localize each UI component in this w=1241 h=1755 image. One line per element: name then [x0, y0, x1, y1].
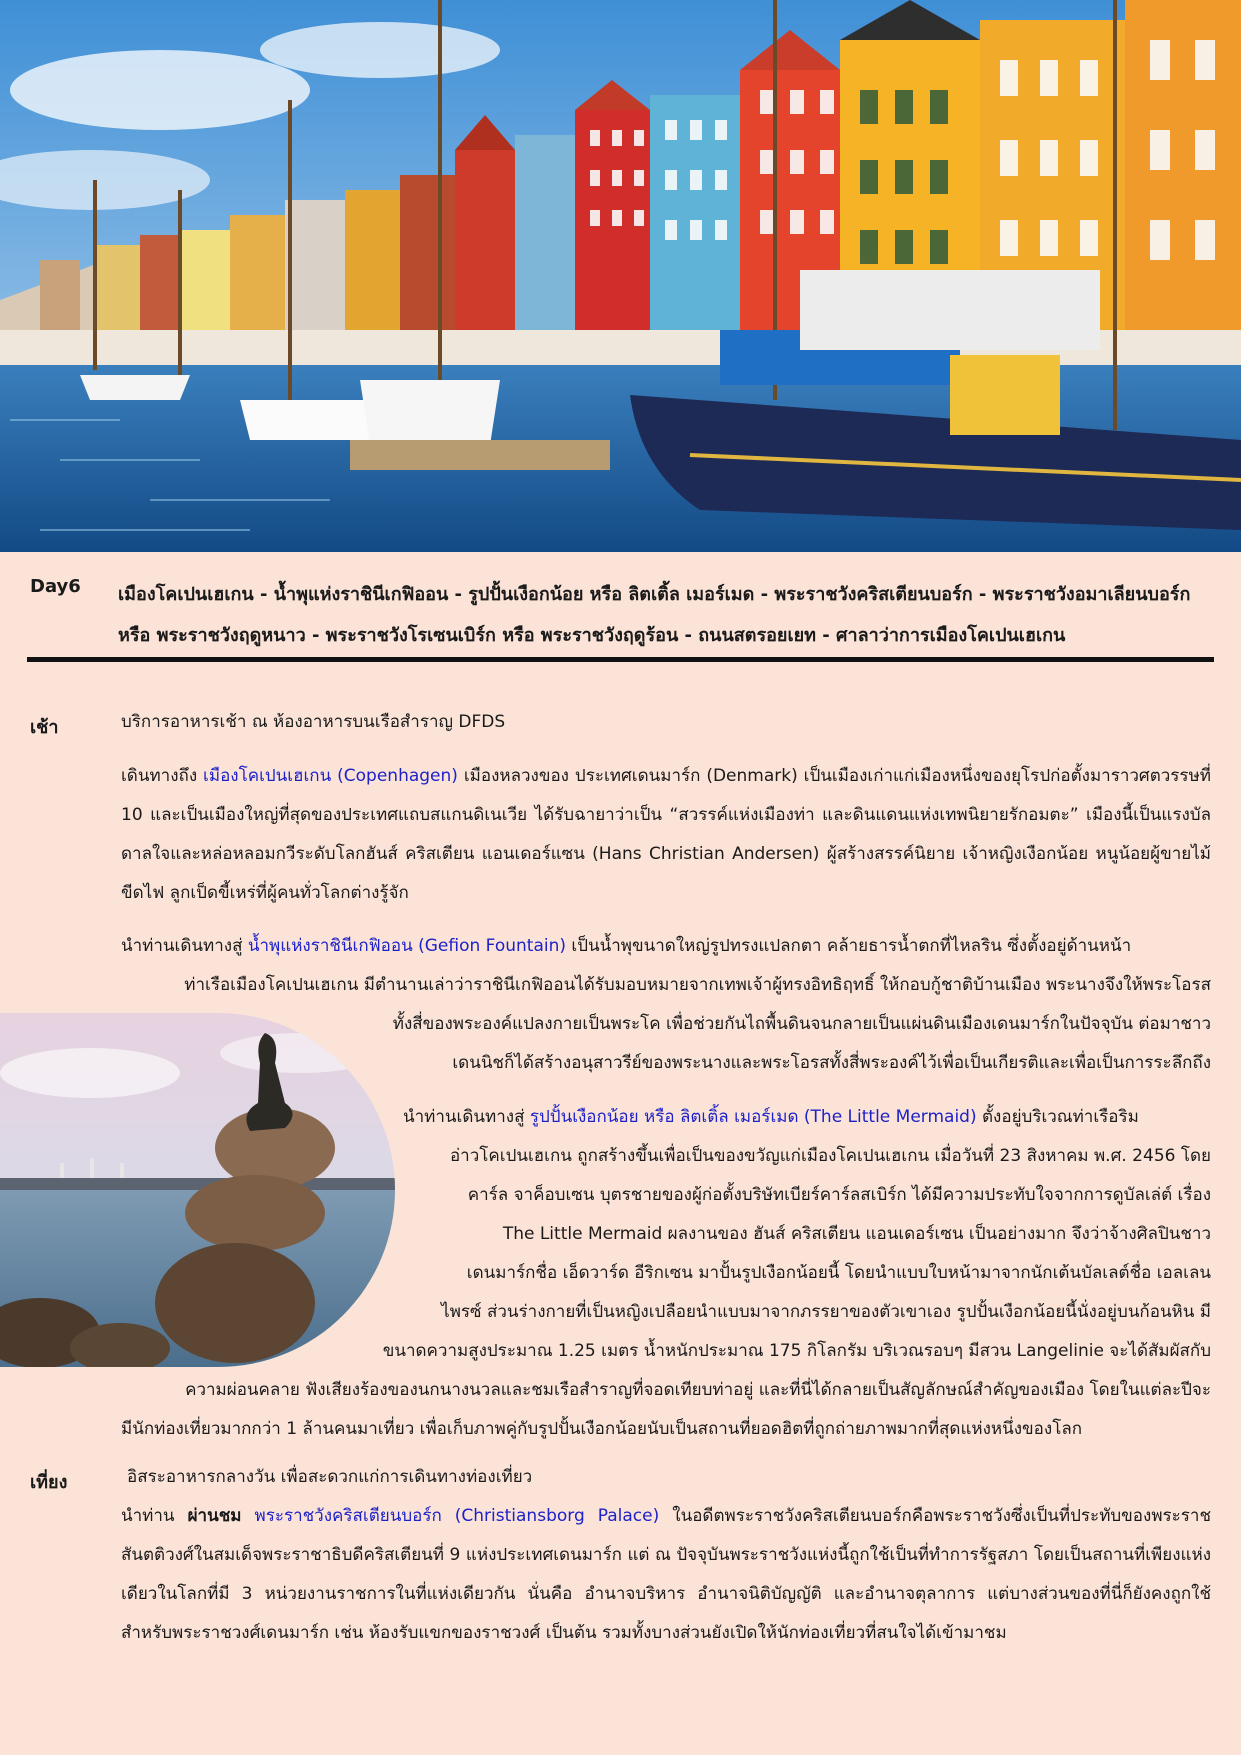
- spacer: [241, 1506, 254, 1526]
- gefion-line-4: เดนนิชก็ได้สร้างอนุสาวรีย์ของพระนางและพระโอรสทั้งสี่พระองค์ไว้เพื่อเป็นเกียรติและเพื่อเป็นการระลึกถึง: [452, 1053, 1211, 1073]
- paragraph-christiansborg: [121, 1497, 1211, 1653]
- gefion-line-1: [121, 927, 1211, 966]
- mermaid-line-3: คาร์ล จาค็อบเซน บุตรชายของผู้ก่อตั้งบริษัทเบียร์คาร์ลสเบิร์ก ได้มีความประทับใจจากการดูบัลเล่ต์ เรื่อง: [467, 1185, 1211, 1205]
- breakfast-text: บริการอาหารเช้า ณ ห้องอาหารบนเรือสำราญ DFDS: [121, 712, 506, 732]
- mermaid-line-8: ความผ่อนคลาย ฟังเสียงร้องของนกนางนวลและชมเรือสำราญที่จอดเทียบท่าอยู่ และที่นี่ได้กลายเป็นสัญลักษณ์สำคัญของเมือง โดยในแต่ละปีจะ: [185, 1380, 1211, 1400]
- mermaid-line-7: ขนาดความสูงประมาณ 1.25 เมตร น้ำหนักประมาณ 175 กิโลกรัม บริเวณรอบๆ มีสวน Langelinie จะได้สัมผัสกับ: [382, 1341, 1211, 1361]
- highlight-gefion: น้ำพุแห่งราชินีเกฟิออน (Gefion Fountain): [247, 936, 567, 956]
- paragraph-prefix: นำท่านเดินทางสู่: [121, 936, 248, 956]
- mermaid-line-4: The Little Mermaid ผลงานของ ฮันส์ คริสเตียน แอนเดอร์เซน เป็นอย่างมาก จึงว่าจ้างศิลปินชาว: [502, 1224, 1211, 1244]
- lunch-text: อิสระอาหารกลางวัน เพื่อสะดวกแก่การเดินทางท่องเที่ยว: [127, 1467, 533, 1487]
- paragraph-body: ในอดีตพระราชวังคริสเตียนบอร์กคือพระราชวังซึ่งเป็นที่ประทับของพระราชสันตติวงศ์ในสมเด็จพระราชาธิบดีคริสเตียนที่ 9 แห่งประเทศเดนมาร์ก แต่ ณ ปัจจุบันพระราชวังแห่งนี้ถูกใช้เป็นที่ทำการรัฐสภา โดยเป็นสถานที่เพียงแห่งเดียวในโลกที่มี 3 หน่วยงานราชการในที่แห่งเดียวกัน นั่นคือ อำนาจบริหาร อำนาจนิติบัญญัติ และอำนาจตุลาการ แต่บางส่วนของที่นี่ก็ยังคงถูกใช้สำหรับพระราชวงศ์เดนมาร์ก เช่น ห้องรับแขกของราชวงศ์ เป็นต้น รวมทั้งบางส่วนยังเปิดให้นักท่องเที่ยวที่สนใจได้เข้ามาชม: [121, 1506, 1211, 1643]
- little-mermaid-photo: [0, 1013, 395, 1367]
- section-label-morning: เช้า: [30, 717, 59, 738]
- hero-photo-nyhavn: [0, 0, 1241, 552]
- highlight-little-mermaid: รูปปั้นเงือกน้อย หรือ ลิตเติ้ล เมอร์เมด (The Little Mermaid): [529, 1107, 977, 1127]
- mermaid-line-2: อ่าวโคเปนเฮเกน ถูกสร้างขึ้นเพื่อเป็นของขวัญแก่เมืองโคเปนเฮเกน เมื่อวันที่ 23 สิงหาคม พ.ศ. 2456 โดย: [449, 1146, 1211, 1166]
- mermaid-line-6: ไพรซ์ ส่วนร่างกายที่เป็นหญิงเปลือยนำแบบมาจากภรรยาของตัวเขาเอง รูปปั้นเงือกน้อยนี้นั่งอยู่บนก้อนหิน มี: [441, 1302, 1211, 1322]
- day-label: Day6: [30, 576, 81, 597]
- highlight-christiansborg: พระราชวังคริสเตียนบอร์ก (Christiansborg Palace): [254, 1506, 660, 1526]
- paragraph-copenhagen: [121, 757, 1211, 913]
- gefion-line-1-rest: เป็นน้ำพุขนาดใหญ่รูปทรงแปลกตา คล้ายธารน้ำตกที่ไหลริน ซึ่งตั้งอยู่ด้านหน้า: [566, 936, 1132, 956]
- bold-pass-by: ผ่านชม: [187, 1506, 242, 1526]
- section-label-noon: เที่ยง: [30, 1472, 68, 1493]
- day-itinerary-title: เมืองโคเปนเฮเกน - น้ำพุแห่งราชินีเกฟิออน - รูปปั้นเงือกน้อย หรือ ลิตเติ้ล เมอร์เมด - พระราชวังคริสเตียนบอร์ก - พระราชวังอมาเลียนบอร์ก หรือ พระราชวังฤดูหนาว - พระราชวังโรเซนเบิร์ก หรือ พระราชวังฤดูร้อน - ถนนสตรอยเยท - ศาลาว่าการเมืองโคเปนเฮเกน: [118, 584, 1191, 646]
- gefion-line-3: ทั้งสี่ของพระองค์แปลงกายเป็นพระโค เพื่อช่วยกันไถพื้นดินจนกลายเป็นแผ่นดินเมืองเดนมาร์กในปัจจุบัน ต่อมาชาว: [392, 1014, 1211, 1034]
- gefion-line-2: ท่าเรือเมืองโคเปนเฮเกน มีตำนานเล่าว่าราชินีเกฟิออนได้รับมอบหมายจากเทพเจ้าผู้ทรงอิทธิฤทธิ์ ให้กอบกู้ชาติบ้านเมือง พระนางจึงให้พระโอรส: [184, 975, 1211, 995]
- paragraph-prefix: เดินทางถึง: [121, 766, 204, 786]
- paragraph-body: เมืองหลวงของ ประเทศเดนมาร์ก (Denmark) เป็นเมืองเก่าแก่เมืองหนึ่งของยุโรปก่อตั้งมาราวศตวรรษที่ 10 และเป็นเมืองใหญ่ที่สุดของประเทศแถบสแกนดิเนเวีย ได้รับฉายาว่าเป็น “สวรรค์แห่งเมืองท่า และดินแดนแห่งเทพนิยายรักอมตะ” เมืองนี้เป็นแรงบัลดาลใจและหล่อหลอมกวีระดับโลกฮันส์ คริสเตียน แอนเดอร์แซน (Hans Christian Andersen) ผู้สร้างสรรค์นิยาย เจ้าหญิงเงือกน้อย หนูน้อยผู้ขายไม้ขีดไฟ ลูกเป็ดขี้เหร่ที่ผู้คนทั่วโลกต่างรู้จัก: [121, 766, 1211, 903]
- mermaid-line-5: เดนมาร์กชื่อ เอ็ดวาร์ด อีริกเซน มาปั้นรูปเงือกน้อยนี้ โดยนำแบบใบหน้ามาจากนักเต้นบัลเลต์ชื่อ เอลเลน: [466, 1263, 1211, 1283]
- paragraph-prefix: นำท่าน: [121, 1506, 188, 1526]
- mermaid-line-1: [403, 1098, 1211, 1137]
- highlight-copenhagen: เมืองโคเปนเฮเกน (Copenhagen): [203, 766, 458, 786]
- header-divider: [27, 657, 1214, 662]
- mermaid-line-1-rest: ตั้งอยู่บริเวณท่าเรือริม: [976, 1107, 1139, 1127]
- paragraph-prefix: นำท่านเดินทางสู่: [403, 1107, 530, 1127]
- mermaid-line-9: มีนักท่องเที่ยวมากกว่า 1 ล้านคนมาเที่ยว เพื่อเก็บภาพคู่กับรูปปั้นเงือกน้อยนับเป็นสถานที่ยอดฮิตที่ถูกถ่ายภาพมากที่สุดแห่งหนึ่งของโลก: [121, 1419, 1083, 1439]
